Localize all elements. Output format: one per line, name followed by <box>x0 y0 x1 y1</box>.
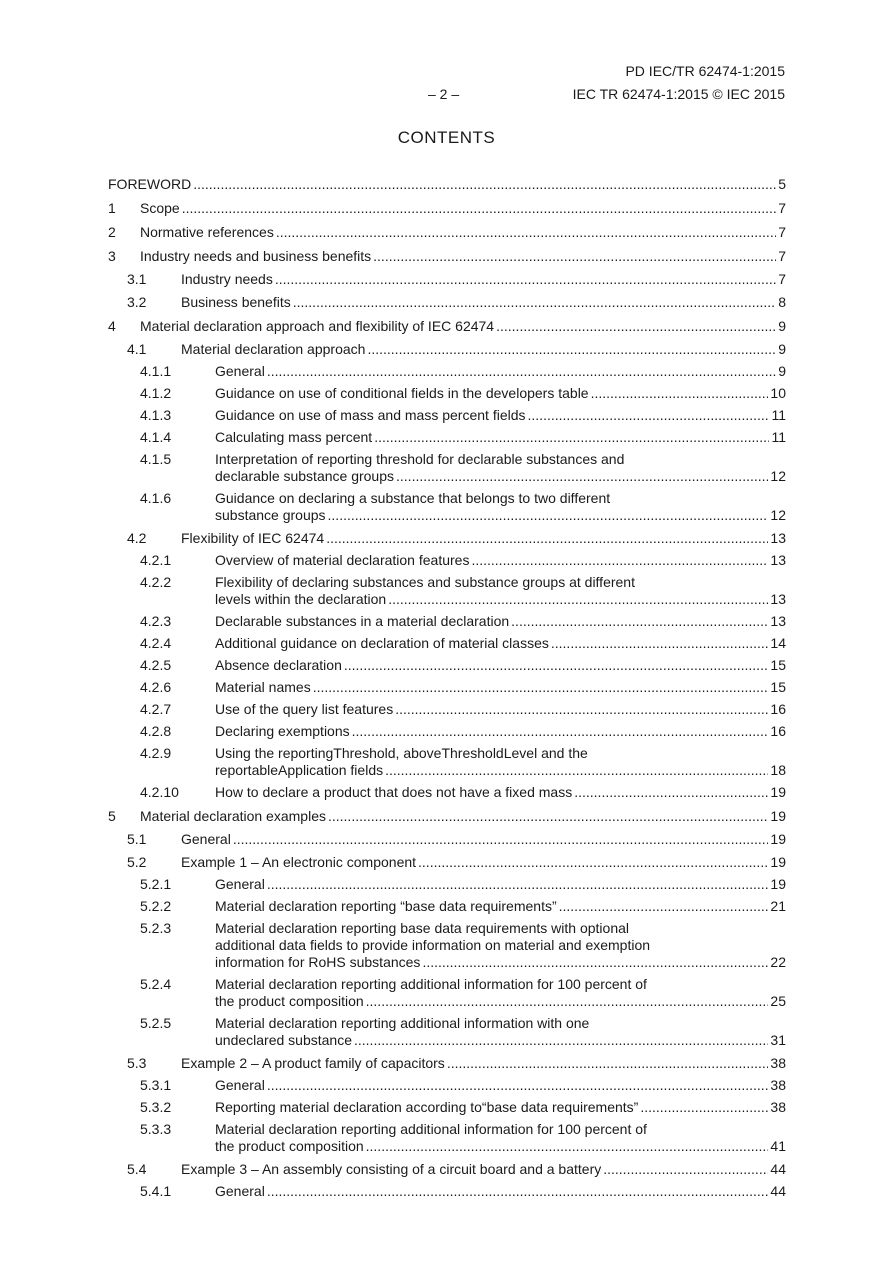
toc-entry-title: Declaring exemptions <box>215 723 350 739</box>
toc-entry[interactable] <box>108 1015 786 1049</box>
toc-entry-title: Interpretation of reporting threshold for declarable substances and <box>215 451 625 467</box>
toc-entry-title: General <box>215 1077 265 1093</box>
toc-entry[interactable] <box>108 1121 786 1155</box>
dot-leader <box>447 1055 769 1072</box>
toc-entry-title: Industry needs <box>181 271 273 287</box>
toc-entry-number: 5.3.3 <box>140 1121 172 1137</box>
dot-leader <box>418 854 768 871</box>
dot-leader <box>511 613 768 630</box>
toc-entry-page: 21 <box>770 898 786 914</box>
toc-entry[interactable] <box>108 1161 786 1178</box>
document-id: PD IEC/TR 62474-1:2015 <box>625 63 785 79</box>
toc-entry-number: 4.1.4 <box>140 429 172 445</box>
toc-entry-number: 3.2 <box>127 294 147 310</box>
dot-leader <box>326 530 768 547</box>
dot-leader <box>352 723 769 740</box>
toc-entry[interactable] <box>108 898 786 915</box>
toc-entry-number: 2 <box>108 224 116 240</box>
toc-entry[interactable] <box>108 657 786 674</box>
toc-entry-title: Guidance on use of conditional fields in the developers table <box>215 385 589 401</box>
toc-entry[interactable] <box>108 429 786 446</box>
dot-leader <box>388 591 768 608</box>
toc-entry-number: 4.1.2 <box>140 385 172 401</box>
toc-entry-page: 10 <box>770 385 786 401</box>
toc-entry[interactable] <box>108 831 786 848</box>
dot-leader <box>366 1138 769 1155</box>
toc-entry-title: FOREWORD <box>108 176 192 192</box>
toc-entry[interactable] <box>108 407 786 424</box>
toc-entry-page: 22 <box>770 954 786 970</box>
toc-entry-title: Overview of material declaration features <box>215 552 470 568</box>
toc-entry-title: information for RoHS substances <box>215 954 421 970</box>
toc-entry-page: 9 <box>778 363 786 379</box>
dot-leader <box>422 954 768 971</box>
toc-entry-title: Scope <box>140 200 180 216</box>
toc-entry-page: 19 <box>770 808 786 824</box>
toc-entry-title: reportableApplication fields <box>215 762 384 778</box>
toc-entry-page: 16 <box>770 701 786 717</box>
toc-entry-page: 13 <box>770 530 786 546</box>
toc-entry[interactable] <box>108 552 786 569</box>
dot-leader <box>293 294 776 311</box>
toc-entry[interactable] <box>108 385 786 402</box>
toc-entry-number: 5.2.5 <box>140 1015 172 1031</box>
toc-entry-title: Flexibility of IEC 62474 <box>181 530 325 546</box>
toc-entry-title: Example 1 – An electronic component <box>181 854 417 870</box>
dot-leader <box>374 429 769 446</box>
toc-entry-page: 18 <box>770 762 786 778</box>
toc-entry[interactable] <box>108 176 786 193</box>
toc-entry[interactable] <box>108 679 786 696</box>
toc-entry-number: 4.2.1 <box>140 552 172 568</box>
toc-entry-title: General <box>215 1183 265 1199</box>
toc-entry-page: 31 <box>770 1032 786 1048</box>
toc-entry-page: 13 <box>770 552 786 568</box>
toc-entry-title: Guidance on declaring a substance that belongs to two different <box>215 490 611 506</box>
dot-leader <box>373 248 776 265</box>
toc-entry[interactable] <box>108 1055 786 1072</box>
toc-entry-page: 12 <box>770 468 786 484</box>
toc-entry-page: 9 <box>778 341 786 357</box>
toc-entry-number: 5 <box>108 808 116 824</box>
toc-entry-number: 4.2.7 <box>140 701 172 717</box>
toc-entry[interactable] <box>108 976 786 1010</box>
toc-entry-title: Normative references <box>140 224 274 240</box>
toc-entry[interactable] <box>108 876 786 893</box>
dot-leader <box>328 507 769 524</box>
toc-entry-number: 4.2.5 <box>140 657 172 673</box>
toc-entry-page: 38 <box>770 1099 786 1115</box>
toc-entry-title: Flexibility of declaring substances and substance groups at different <box>215 574 635 590</box>
toc-entry-title: additional data fields to provide information on material and exemption <box>215 937 651 953</box>
toc-entry-page: 16 <box>770 723 786 739</box>
dot-leader <box>267 876 769 893</box>
toc-entry-title: Material declaration approach and flexibility of IEC 62474 <box>140 318 495 334</box>
toc-entry[interactable] <box>108 294 786 311</box>
table-of-contents <box>108 176 786 1200</box>
toc-entry-page: 19 <box>770 854 786 870</box>
dot-leader <box>366 993 769 1010</box>
toc-entry-number: 4.2.3 <box>140 613 172 629</box>
toc-entry[interactable] <box>108 745 786 779</box>
dot-leader <box>267 363 776 380</box>
dot-leader <box>574 784 768 801</box>
toc-entry-title: Example 2 – A product family of capacitors <box>181 1055 445 1071</box>
toc-entry-page: 15 <box>770 657 786 673</box>
dot-leader <box>385 762 768 779</box>
toc-entry-page: 15 <box>770 679 786 695</box>
toc-entry-number: 4.2.6 <box>140 679 172 695</box>
toc-entry-title: Material names <box>215 679 311 695</box>
toc-entry[interactable] <box>108 920 786 971</box>
toc-entry[interactable] <box>108 1099 786 1116</box>
toc-entry[interactable] <box>108 200 786 217</box>
dot-leader <box>367 341 776 358</box>
toc-entry[interactable] <box>108 318 786 335</box>
toc-entry-number: 4.2.10 <box>140 784 179 800</box>
dot-leader <box>182 200 777 217</box>
toc-entry-page: 19 <box>770 784 786 800</box>
toc-entry[interactable] <box>108 490 786 524</box>
toc-entry-page: 44 <box>770 1161 786 1177</box>
toc-entry[interactable] <box>108 701 786 718</box>
toc-entry-title: undeclared substance <box>215 1032 352 1048</box>
toc-entry-page: 13 <box>770 591 786 607</box>
toc-entry-number: 4.1.5 <box>140 451 172 467</box>
toc-entry[interactable] <box>108 530 786 547</box>
toc-entry-number: 5.2.1 <box>140 876 172 892</box>
toc-entry-page: 25 <box>770 993 786 1009</box>
toc-entry-title: Additional guidance on declaration of material classes <box>215 635 549 651</box>
toc-entry-number: 5.2.3 <box>140 920 172 936</box>
toc-entry-title: the product composition <box>215 993 364 1009</box>
toc-entry-title: Material declaration examples <box>140 808 326 824</box>
toc-entry-number: 4.2.2 <box>140 574 172 590</box>
toc-entry-number: 4.2.8 <box>140 723 172 739</box>
toc-entry-number: 1 <box>108 200 116 216</box>
toc-entry-number: 5.3.2 <box>140 1099 172 1115</box>
toc-entry[interactable] <box>108 1077 786 1094</box>
toc-entry-title: Reporting material declaration according to“base data requirements” <box>215 1099 639 1115</box>
toc-entry-page: 12 <box>770 507 786 523</box>
toc-entry-page: 13 <box>770 613 786 629</box>
toc-entry-title: Material declaration reporting additional information with one <box>215 1015 590 1031</box>
toc-entry[interactable] <box>108 635 786 652</box>
toc-entry-title: Calculating mass percent <box>215 429 373 445</box>
toc-entry[interactable] <box>108 271 786 288</box>
dot-leader <box>344 657 769 674</box>
dot-leader <box>193 176 776 193</box>
toc-entry-page: 7 <box>778 200 786 216</box>
toc-entry-title: Industry needs and business benefits <box>140 248 372 264</box>
toc-entry-title: the product composition <box>215 1138 364 1154</box>
toc-entry[interactable] <box>108 808 786 825</box>
toc-entry-title: Material declaration reporting additional information for 100 percent of <box>215 976 647 992</box>
toc-entry-title: levels within the declaration <box>215 591 387 607</box>
toc-entry-title: General <box>215 363 265 379</box>
toc-entry[interactable] <box>108 248 786 265</box>
toc-entry-number: 4.1 <box>127 341 147 357</box>
dot-leader <box>395 701 768 718</box>
toc-entry-page: 7 <box>778 248 786 264</box>
toc-entry-number: 4 <box>108 318 116 334</box>
toc-entry-page: 19 <box>770 876 786 892</box>
dot-leader <box>640 1099 768 1116</box>
dot-leader <box>275 271 776 288</box>
dot-leader <box>267 1077 769 1094</box>
toc-entry-page: 8 <box>778 294 786 310</box>
toc-entry-title: Declarable substances in a material declaration <box>215 613 510 629</box>
page-number: – 2 – <box>428 86 460 102</box>
toc-entry-number: 5.4 <box>127 1161 147 1177</box>
toc-entry-page: 44 <box>770 1183 786 1199</box>
toc-entry[interactable] <box>108 224 786 241</box>
toc-entry-title: Absence declaration <box>215 657 342 673</box>
toc-entry-page: 19 <box>770 831 786 847</box>
toc-entry-number: 5.2 <box>127 854 147 870</box>
toc-entry-title: Material declaration reporting base data requirements with optional <box>215 920 630 936</box>
toc-entry-number: 4.2.4 <box>140 635 172 651</box>
toc-entry-number: 4.1.3 <box>140 407 172 423</box>
toc-entry-page: 41 <box>770 1138 786 1154</box>
dot-leader <box>276 224 776 241</box>
toc-entry-title: Guidance on use of mass and mass percent fields <box>215 407 526 423</box>
toc-entry-title: Example 3 – An assembly consisting of a circuit board and a battery <box>181 1161 602 1177</box>
dot-leader <box>267 1183 769 1200</box>
toc-entry-page: 38 <box>770 1055 786 1071</box>
copyright-line: IEC TR 62474-1:2015 © IEC 2015 <box>572 86 785 102</box>
toc-entry-page: 11 <box>771 407 786 423</box>
toc-entry-title: Material declaration approach <box>181 341 366 357</box>
toc-entry-title: General <box>181 831 231 847</box>
dot-leader <box>313 679 769 696</box>
dot-leader <box>471 552 768 569</box>
toc-entry-title: substance groups <box>215 507 326 523</box>
toc-entry-number: 4.1.6 <box>140 490 172 506</box>
dot-leader <box>396 468 768 485</box>
dot-leader <box>354 1032 768 1049</box>
toc-entry-number: 4.2.9 <box>140 745 172 761</box>
toc-entry[interactable] <box>108 451 786 485</box>
toc-entry-number: 5.1 <box>127 831 147 847</box>
toc-entry-title: General <box>215 876 265 892</box>
toc-entry-page: 38 <box>770 1077 786 1093</box>
toc-entry-number: 5.4.1 <box>140 1183 172 1199</box>
toc-entry-title: declarable substance groups <box>215 468 395 484</box>
toc-entry-title: Material declaration reporting “base data requirements” <box>215 898 557 914</box>
toc-entry-number: 4.1.1 <box>140 363 172 379</box>
dot-leader <box>528 407 770 424</box>
toc-entry-page: 14 <box>770 635 786 651</box>
toc-entry-number: 5.3 <box>127 1055 147 1071</box>
toc-entry[interactable] <box>108 341 786 358</box>
dot-leader <box>328 808 768 825</box>
toc-entry-number: 5.2.4 <box>140 976 172 992</box>
toc-entry-page: 9 <box>778 318 786 334</box>
toc-entry-number: 3.1 <box>127 271 147 287</box>
dot-leader <box>603 1161 768 1178</box>
dot-leader <box>233 831 769 848</box>
toc-entry[interactable] <box>108 613 786 630</box>
toc-entry[interactable] <box>108 854 786 871</box>
toc-entry-title: Using the reportingThreshold, aboveThresholdLevel and the <box>215 745 588 761</box>
toc-entry[interactable] <box>108 723 786 740</box>
contents-title: CONTENTS <box>397 128 496 147</box>
dot-leader <box>551 635 769 652</box>
toc-entry-number: 4.2 <box>127 530 147 546</box>
toc-entry-title: Use of the query list features <box>215 701 394 717</box>
dot-leader <box>496 318 776 335</box>
toc-entry-page: 5 <box>778 176 786 192</box>
toc-entry-page: 7 <box>778 224 786 240</box>
toc-entry[interactable] <box>108 363 786 380</box>
toc-entry-page: 11 <box>771 429 786 445</box>
toc-entry-number: 5.2.2 <box>140 898 172 914</box>
toc-entry[interactable] <box>108 574 786 608</box>
toc-entry-number: 3 <box>108 248 116 264</box>
dot-leader <box>559 898 769 915</box>
toc-entry-page: 7 <box>778 271 786 287</box>
toc-entry-number: 5.3.1 <box>140 1077 172 1093</box>
toc-entry[interactable] <box>108 1183 786 1200</box>
dot-leader <box>591 385 769 402</box>
toc-entry-title: Business benefits <box>181 294 291 310</box>
toc-entry[interactable] <box>108 784 786 801</box>
toc-entry-title: How to declare a product that does not have a fixed mass <box>215 784 573 800</box>
toc-entry-title: Material declaration reporting additional information for 100 percent of <box>215 1121 647 1137</box>
